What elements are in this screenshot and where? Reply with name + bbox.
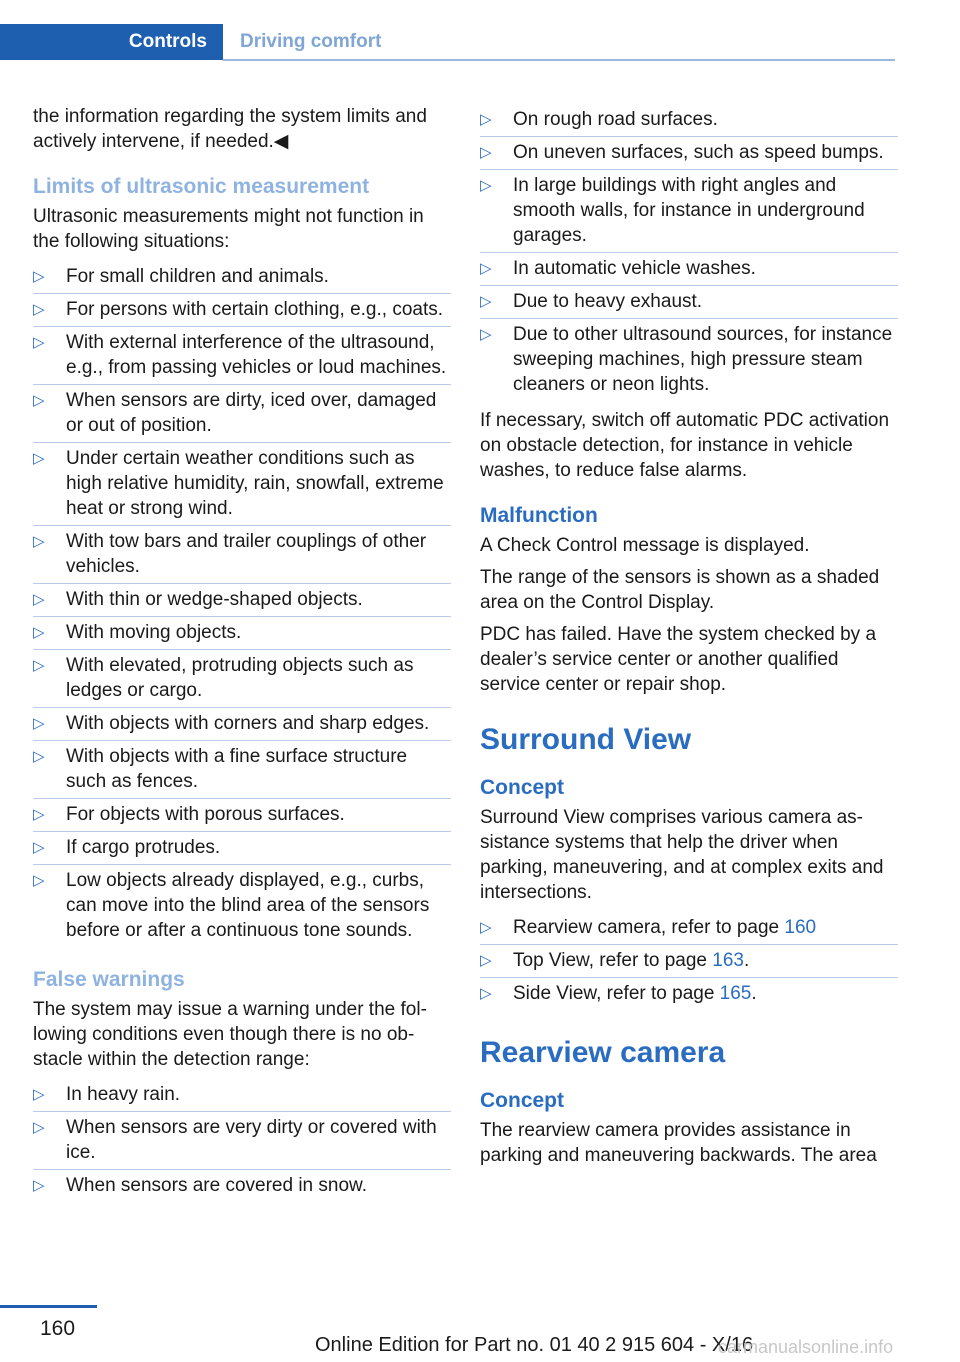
list-item: ▷ In large buildings with right angles and smooth walls, for instance in underground garages.: [480, 170, 898, 253]
list-item: ▷ With elevated, protruding objects such as ledges or cargo.: [33, 650, 451, 708]
list-item: ▷ Low objects already displayed, e.g., curbs, can move into the blind area of the sensors before or after a continuous tone sounds.: [33, 870, 430, 941]
false-warnings-list: [33, 1079, 451, 1202]
limits-paragraph: Ultrasonic measurements might not function in the following situations:: [33, 206, 424, 252]
surround-view-heading: Surround View: [480, 723, 692, 756]
triangle-bullet-icon: ▷: [480, 144, 492, 161]
false-warnings-list-continued: [480, 104, 898, 401]
false-warnings-paragraph: The system may issue a warning under the following conditions even though there is no obstacle within the detection range:: [33, 999, 427, 1070]
limits-heading: Limits of ultrasonic measurement: [33, 175, 370, 198]
page-link[interactable]: 165: [719, 983, 752, 1004]
list-item: ▷ For persons with certain clothing, e.g., coats.: [33, 294, 451, 327]
list-item: ▷ With objects with corners and sharp edges.: [33, 708, 451, 741]
triangle-bullet-icon: ▷: [33, 806, 45, 823]
list-item: ▷ On uneven surfaces, such as speed bumps.: [480, 137, 898, 170]
triangle-bullet-icon: ▷: [480, 952, 492, 969]
limits-list: [33, 261, 451, 947]
list-item: ▷ For objects with porous surfaces.: [33, 799, 451, 832]
pdc-activation-paragraph: If necessary, switch off automatic PDC activation on obstacle detection, for instance in vehicle washes, to reduce false alarms.: [480, 410, 890, 481]
malfunction-paragraph-3: PDC has failed. Have the system checked by a dealer’s service center or another qualified service center or repair shop.: [480, 624, 877, 695]
triangle-bullet-icon: ▷: [33, 624, 45, 641]
list-item: ▷ Side View, refer to page 165.: [480, 983, 757, 1004]
list-item: ▷ With moving objects.: [33, 617, 451, 650]
false-warnings-heading: False warnings: [33, 968, 185, 991]
chapter-tab-controls[interactable]: [0, 24, 223, 60]
list-item: ▷ When sensors are very dirty or covered with ice.: [33, 1112, 451, 1170]
page-link[interactable]: 163: [712, 950, 744, 971]
triangle-bullet-icon: ▷: [33, 334, 45, 351]
triangle-bullet-icon: ▷: [33, 1177, 45, 1194]
triangle-bullet-icon: ▷: [480, 177, 492, 194]
triangle-bullet-icon: ▷: [480, 111, 492, 128]
malfunction-heading: Malfunction: [480, 504, 598, 527]
triangle-bullet-icon: ▷: [33, 450, 45, 467]
list-item: ▷ Due to other ultrasound sources, for instance sweeping machines, high pressure steam cleaners or neon lights.: [480, 324, 893, 395]
surround-concept-heading: Concept: [480, 776, 564, 799]
list-item: ▷ With thin or wedge-shaped objects.: [33, 584, 451, 617]
footer-divider: [0, 1305, 97, 1308]
triangle-bullet-icon: ▷: [33, 591, 45, 608]
list-item: ▷ Rearview camera, refer to page 160: [480, 912, 898, 945]
surround-view-list: [480, 912, 898, 1010]
malfunction-paragraph-2: The range of the sensors is shown as a shaded area on the Control Display.: [480, 567, 880, 613]
list-item: ▷ With external interference of the ultrasound, e.g., from passing vehicles or loud machines.: [33, 327, 451, 385]
section-tab-driving-comfort[interactable]: Driving comfort: [240, 31, 382, 52]
triangle-bullet-icon: ▷: [480, 985, 492, 1002]
list-item: ▷ On rough road surfaces.: [480, 104, 898, 137]
list-item: ▷ With tow bars and trailer couplings of other vehicles.: [33, 526, 451, 584]
rearview-camera-heading: Rearview camera: [480, 1036, 726, 1069]
triangle-bullet-icon: ▷: [33, 748, 45, 765]
triangle-bullet-icon: ▷: [33, 268, 45, 285]
triangle-bullet-icon: ▷: [33, 715, 45, 732]
surround-concept-paragraph: Surround View comprises various camera assistance systems that help the driver when parking, maneuvering, and at complex exits and intersections.: [480, 807, 884, 903]
triangle-bullet-icon: ▷: [33, 657, 45, 674]
rearview-concept-heading: Concept: [480, 1089, 564, 1112]
left-column: [33, 104, 451, 1209]
triangle-bullet-icon: ▷: [33, 872, 45, 889]
watermark: carmanualsonline.info: [718, 1337, 894, 1357]
page-header: [0, 24, 895, 62]
intro-paragraph: the information regarding the system limits and actively intervene, if needed.◀: [33, 106, 427, 152]
header-divider: [223, 59, 895, 61]
list-item: ▷ In heavy rain.: [33, 1079, 451, 1112]
triangle-bullet-icon: ▷: [33, 1119, 45, 1136]
list-item: ▷ Under certain weather conditions such as high relative humidity, rain, snowfall, extreme heat or strong wind.: [33, 443, 451, 526]
edition-text: Online Edition for Part no. 01 40 2 915 604 - X/16: [315, 1334, 754, 1356]
malfunction-paragraph-1: A Check Control message is displayed.: [480, 535, 810, 556]
list-item: ▷ With objects with a fine surface structure such as fences.: [33, 741, 451, 799]
list-item: ▷ Due to heavy exhaust.: [480, 286, 898, 319]
list-item: ▷ When sensors are dirty, iced over, damaged or out of position.: [33, 385, 451, 443]
triangle-bullet-icon: ▷: [33, 1086, 45, 1103]
triangle-bullet-icon: ▷: [33, 392, 45, 409]
triangle-bullet-icon: ▷: [33, 839, 45, 856]
page-link[interactable]: 160: [784, 917, 817, 938]
triangle-bullet-icon: ▷: [480, 326, 492, 343]
list-item: ▷ Top View, refer to page 163.: [480, 945, 898, 978]
triangle-bullet-icon: ▷: [480, 260, 492, 277]
triangle-bullet-icon: ▷: [33, 533, 45, 550]
list-item: ▷ For small children and animals.: [33, 261, 451, 294]
chapter-tab-label: Controls: [128, 31, 207, 52]
list-item: ▷ If cargo protrudes.: [33, 832, 451, 865]
right-column: [480, 104, 898, 1175]
list-item: ▷ In automatic vehicle washes.: [480, 253, 898, 286]
triangle-bullet-icon: ▷: [33, 301, 45, 318]
page-number: 160: [40, 1317, 76, 1340]
triangle-bullet-icon: ▷: [480, 919, 492, 936]
list-item: ▷ When sensors are covered in snow.: [33, 1175, 367, 1196]
triangle-bullet-icon: ▷: [480, 293, 492, 310]
rearview-concept-paragraph: The rearview camera provides assistance in parking and maneuvering backwards. The area: [480, 1120, 877, 1166]
